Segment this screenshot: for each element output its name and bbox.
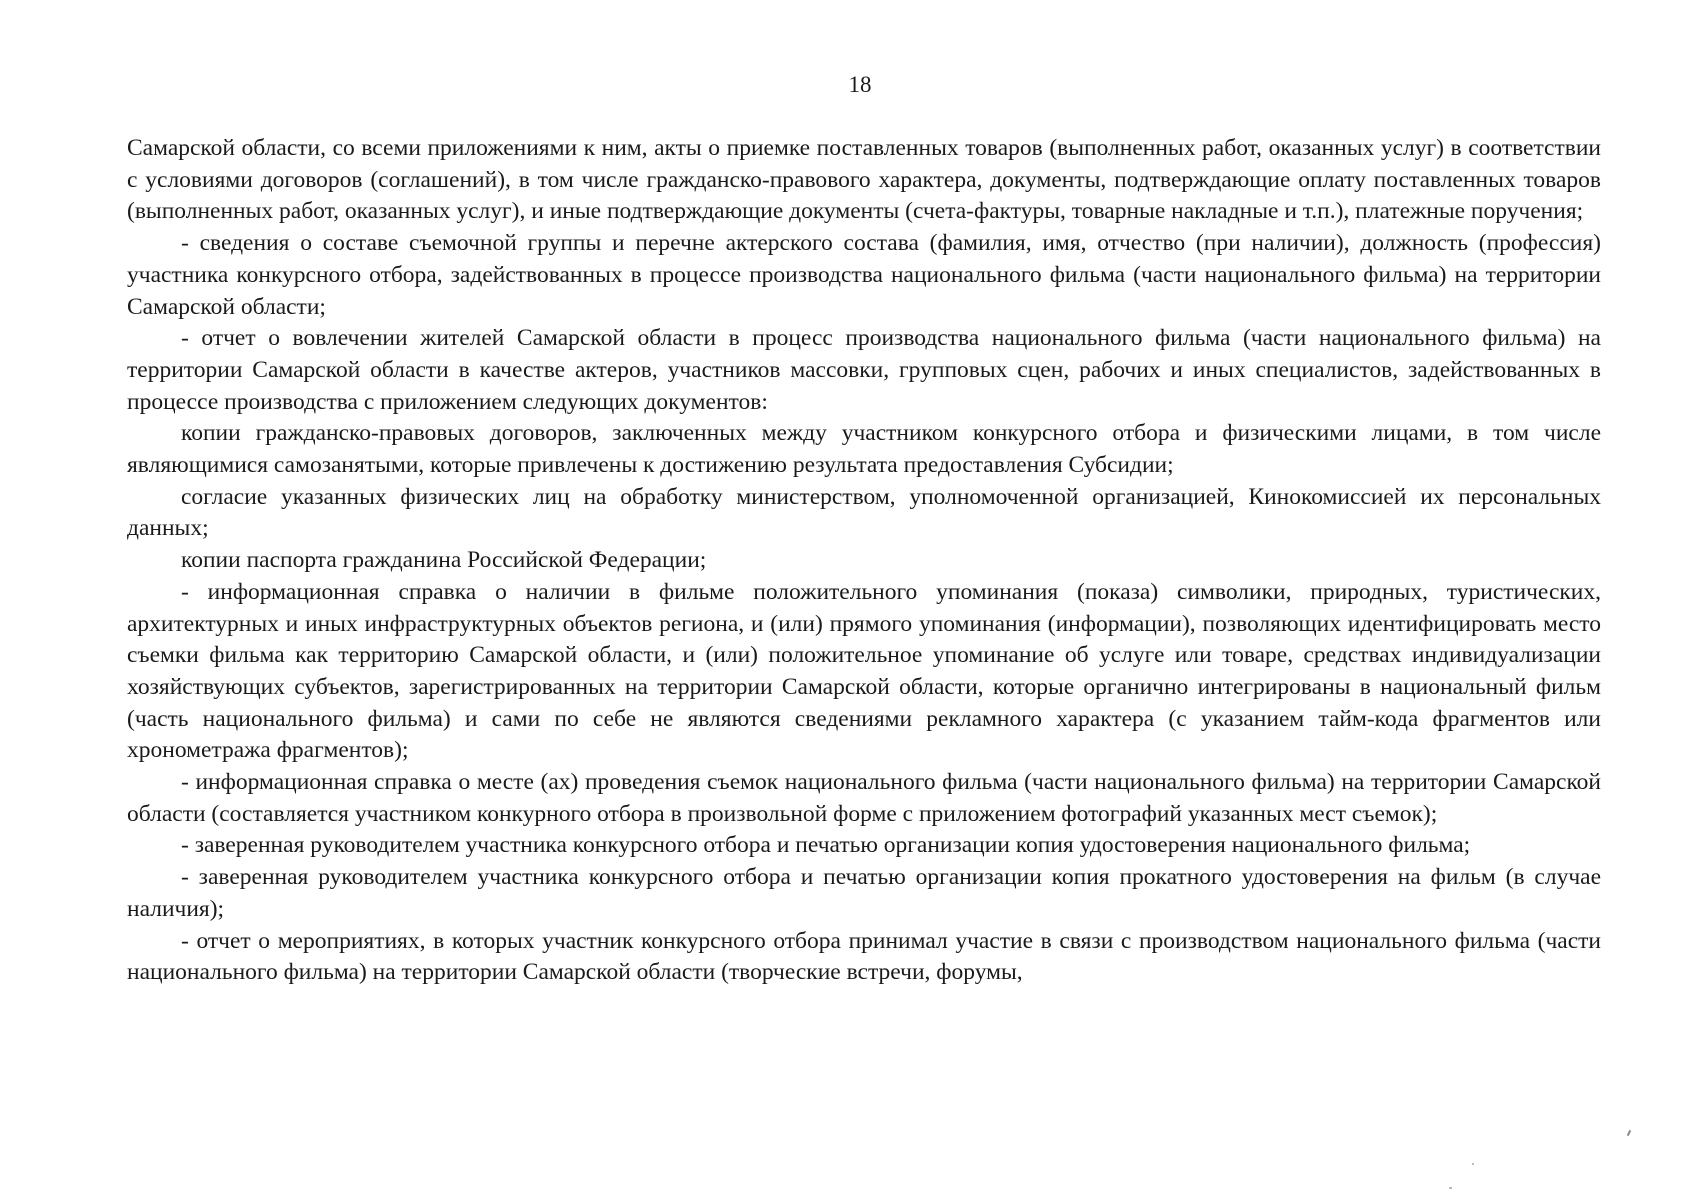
- paragraph-filming-locations: - информационная справка о месте (ах) проведения съемок национального фильма (части национального фильма) на территории Самарской области (составляется участником конкурного отбора в произвольной форме с приложением фотографий указанных мест съемок);: [127, 769, 1601, 827]
- paragraph-distribution-certificate: - заверенная руководителем участника конкурсного отбора и печатью организации копия прокатного удостоверения на фильм (в случае наличия);: [127, 864, 1601, 922]
- page-number: 18: [848, 72, 872, 97]
- paragraph-passport-copies: копии паспорта гражданина Российской Федерации;: [181, 547, 707, 574]
- paragraph-supporting-documents: Самарской области, со всеми приложениями к ним, акты о приемке поставленных товаров (выполненных работ, оказанных услуг) в соответствии с условиями договоров (соглашений), в том числе гражданско-правового характера, документы, подтверждающие оплату поставленных товаров (выполненных работ, оказанных услуг), и иные подтверждающие документы (счета-фактуры, товарные накладные и т.п.), платежные поручения;: [127, 135, 1601, 225]
- paragraph-film-certificate: - заверенная руководителем участника конкурсного отбора и печатью организации копия удостоверения национального фильма;: [181, 832, 1471, 859]
- paragraph-residents-report: - отчет о вовлечении жителей Самарской области в процесс производства национального фильма (части национального фильма) на территории Самарской области в качестве актеров, участников массовки, групповых сцен, рабочих и иных специалистов, задействованных в процессе производства с приложением следующих документов:: [127, 325, 1601, 415]
- scan-speck: [1627, 1130, 1631, 1136]
- paragraph-region-mention-info: - информационная справка о наличии в фильме положительного упоминания (показа) символики, природных, туристических, архитектурных и иных инфраструктурных объектов региона, и (или) прямого упоминания (информации), позволяющих идентифицировать место съемки фильма как территорию Самарской области, и (или) положительное упоминание об услуге или товаре, средствах индивидуализации хозяйствующих субъектов, зарегистрированных на территории Самарской области, которые органично интегрированы в национальный фильм (часть национального фильма) и сами по себе не являются сведениями рекламного характера (с указанием тайм-кода фрагментов или хронометража фрагментов);: [127, 578, 1601, 764]
- paragraph-contracts-copies: копии гражданско-правовых договоров, заключенных между участником конкурсного отбора и физическими лицами, в том числе являющимися самозанятыми, которые привлечены к достижению результата предоставления Субсидии;: [127, 420, 1601, 479]
- paragraph-events-report: - отчет о мероприятиях, в которых участник конкурсного отбора принимал участие в связи с производством национального фильма (части национального фильма) на территории Самарской области (творческие встречи, форумы,: [127, 927, 1601, 986]
- scan-speck: [1472, 1163, 1474, 1165]
- paragraph-personal-data-consent: согласие указанных физических лиц на обработку министерством, уполномоченной организацией, Кинокомиссией их персональных данных;: [127, 483, 1601, 542]
- document-body: [127, 133, 1601, 989]
- paragraph-crew-info: - сведения о составе съемочной группы и перечне актерского состава (фамилия, имя, отчество (при наличии), должность (профессия) участника конкурсного отбора, задействованных в процессе производства национального фильма (части национального фильма) на территории Самарской области;: [127, 230, 1601, 320]
- scan-speck: [1449, 1187, 1452, 1189]
